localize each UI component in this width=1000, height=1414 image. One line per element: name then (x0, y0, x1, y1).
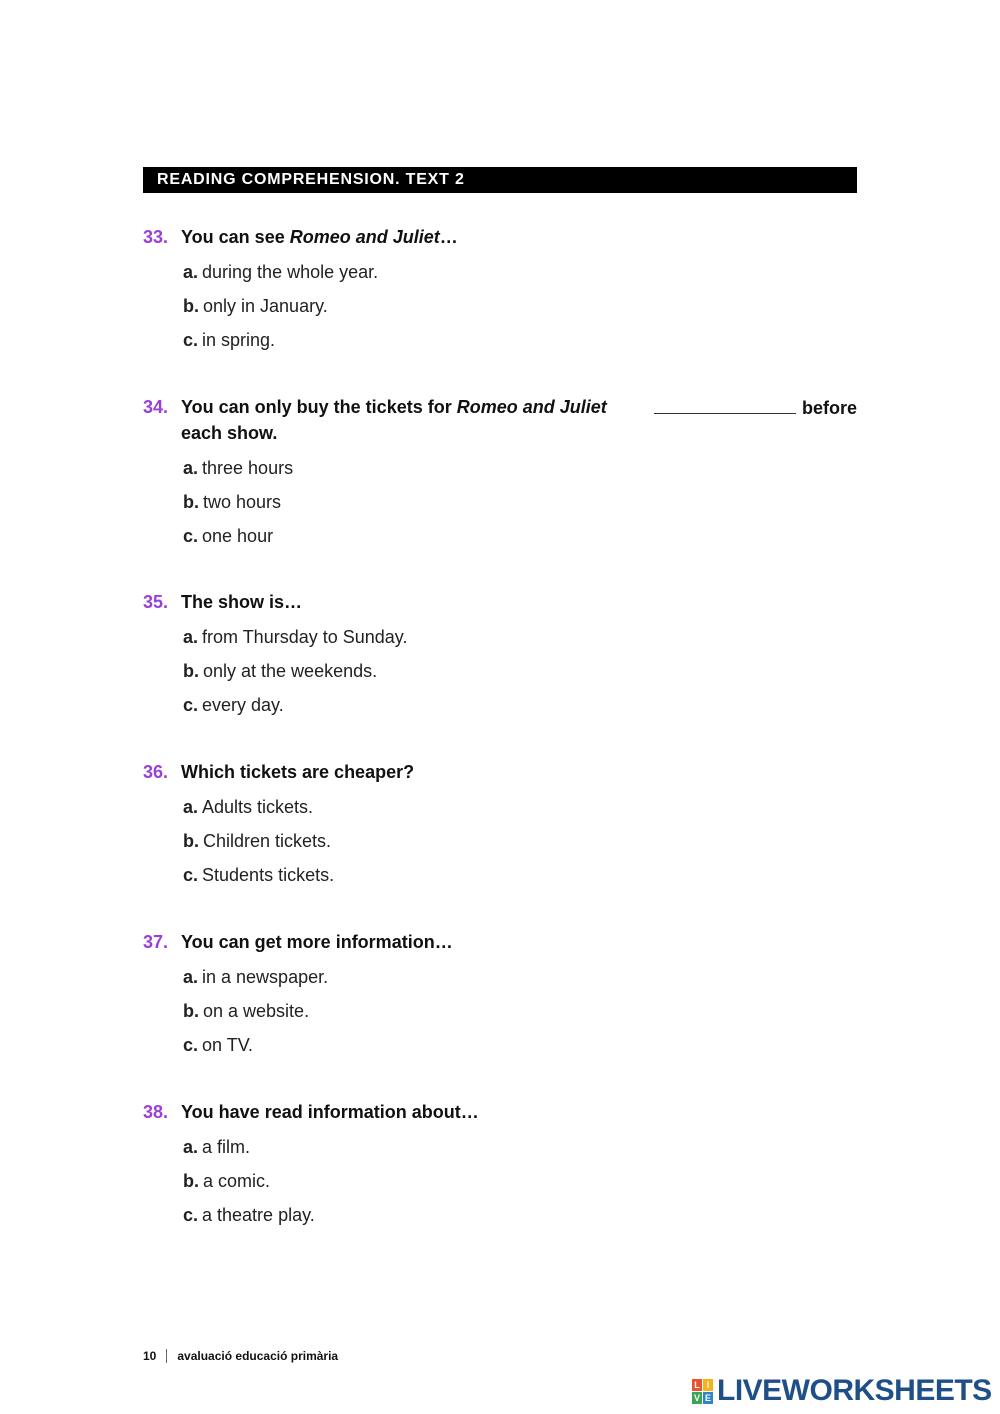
question-number: 36. (143, 762, 169, 782)
option-b[interactable]: b. Children tickets. (183, 831, 332, 851)
question-number: 35. (143, 592, 169, 612)
option-a[interactable]: a. in a newspaper. (183, 967, 329, 987)
brand-name: LIVEWORKSHEETS (717, 1374, 992, 1407)
logo-letter: V (693, 1392, 700, 1403)
question-34 (143, 395, 857, 558)
question-number: 38. (143, 1102, 169, 1122)
page-number: 10 (143, 1349, 157, 1363)
section-title: READING COMPREHENSION. TEXT 2 (157, 171, 465, 188)
option-c[interactable]: c. a theatre play. (183, 1205, 315, 1225)
option-a[interactable]: a. a film. (183, 1137, 251, 1157)
question-text: You can see Romeo and Juliet… (181, 227, 458, 247)
option-c[interactable]: c. in spring. (183, 330, 276, 350)
option-c[interactable]: c. one hour (183, 526, 274, 546)
option-c[interactable]: c. on TV. (183, 1035, 254, 1055)
option-c[interactable]: c. every day. (183, 695, 284, 715)
option-b[interactable]: b. only at the weekends. (183, 661, 378, 681)
logo-letter: I (703, 1379, 713, 1391)
options-list (183, 625, 857, 727)
option-b[interactable]: b. on a website. (183, 1001, 310, 1021)
options-list (183, 1135, 857, 1237)
footer-divider (166, 1349, 167, 1363)
question-number: 37. (143, 932, 169, 952)
question-number: 34. (143, 397, 169, 417)
option-a[interactable]: a. Adults tickets. (183, 797, 314, 817)
question-text: You have read information about… (181, 1102, 479, 1122)
liveworksheets-brand[interactable] (692, 1374, 992, 1408)
question-37 (143, 930, 857, 1067)
option-b[interactable]: b. two hours (183, 492, 282, 512)
question-33 (143, 225, 857, 362)
question-text: Which tickets are cheaper? (181, 762, 415, 782)
section-header-bar (143, 167, 857, 193)
option-b[interactable]: b. only in January. (183, 296, 328, 316)
options-list (183, 456, 857, 558)
question-text: You can only buy the tickets for Romeo and Juliet before each show. (181, 397, 857, 443)
option-a[interactable]: a. during the whole year. (183, 262, 379, 282)
options-list (183, 260, 857, 362)
options-list (183, 965, 857, 1067)
answer-blank[interactable] (654, 395, 796, 414)
liveworksheets-logo-icon (692, 1379, 713, 1404)
question-text: You can get more information… (181, 932, 453, 952)
question-number: 33. (143, 227, 169, 247)
logo-letter: L (692, 1379, 702, 1391)
page-footer (143, 1349, 338, 1363)
option-b[interactable]: b. a comic. (183, 1171, 271, 1191)
option-c[interactable]: c. Students tickets. (183, 865, 335, 885)
option-a[interactable]: a. three hours (183, 458, 294, 478)
options-list (183, 795, 857, 897)
question-text: The show is… (181, 592, 303, 612)
question-35 (143, 590, 857, 727)
option-a[interactable]: a. from Thursday to Sunday. (183, 627, 408, 647)
logo-letter: E (704, 1392, 711, 1403)
question-38 (143, 1100, 857, 1237)
footer-label: avaluació educació primària (177, 1349, 339, 1363)
question-36 (143, 760, 857, 897)
